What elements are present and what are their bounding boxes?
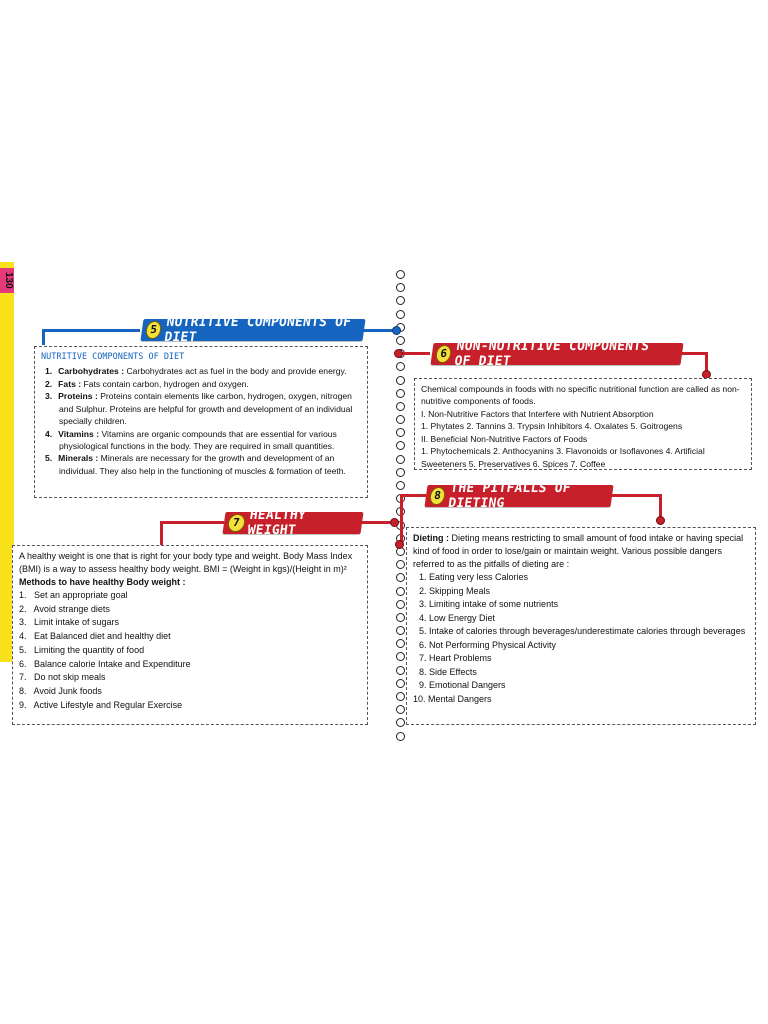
connector-line [42,329,140,332]
list-item: 5. Intake of calories through beverages/underestimate calories through beverages [419,626,746,637]
item-number: 4. [45,428,53,439]
list-item: 6. Balance calorie Intake and Expenditure [19,658,191,669]
spiral-ring [396,679,405,688]
list-item: 9. Emotional Dangers [419,680,506,691]
connector-dot [656,516,665,525]
item-term: Vitamins : [58,428,100,439]
list-item: 8. Side Effects [419,666,477,677]
item-term: Fats : [58,378,82,389]
item-text: Carbohydrates act as fuel in the body and provide energy. [124,366,347,377]
section8-number: 8 [429,487,447,505]
spiral-ring [396,573,405,582]
section8-box [406,527,756,725]
section7-title: HEALTHY WEIGHT [246,508,307,538]
item-term: Minerals : [58,453,99,464]
spiral-ring [396,376,405,385]
section7-number: 7 [227,514,246,532]
section8-term: Dieting : [413,533,449,543]
list-item: 10. Mental Dangers [413,693,492,704]
spiral-ring [396,362,405,371]
section6-title: NON-NUTRITIVE COMPONENTS OF DIET [453,339,651,369]
list-item: 7. Heart Problems [419,653,492,664]
section6-number: 6 [435,345,453,363]
list-item: 4. Low Energy Diet [419,612,496,623]
spiral-ring [396,283,405,292]
section6-line2: 1. Phytates 2. Tannins 3. Trypsin Inhibitors 4. Oxalates 5. Goitrogens [421,421,683,432]
section5-title: NUTRITIVE COMPONENTS OF DIET [163,315,353,345]
list-item: 9. Active Lifestyle and Regular Exercise [19,699,183,710]
pitfalls-list [413,571,749,706]
spiral-ring [396,639,405,648]
section6-line3: II. Beneficial Non-Nutritive Factors of Foods [421,433,588,444]
spiral-ring [396,481,405,490]
list-item: 7. Do not skip meals [19,672,106,683]
item-text: Fats contain carbon, hydrogen and oxygen. [81,378,249,389]
connector-dot [392,326,401,335]
section8-banner [424,481,613,511]
page-number: 130 [0,268,14,293]
spiral-ring [396,718,405,727]
spiral-ring [396,270,405,279]
connector-line [400,494,426,497]
list-item [41,365,361,377]
spiral-ring [396,428,405,437]
spiral-ring [396,705,405,714]
connector-line [400,352,430,355]
connector-dot [390,518,399,527]
item-number: 5. [45,453,53,464]
spiral-ring [396,666,405,675]
spiral-ring [396,468,405,477]
spiral-ring [396,652,405,661]
section6-line4: 1. Phytochemicals 2. Anthocyanins 3. Flavonoids or Isoflavones 4. Artificial Sweeteners 5. Preservatives 6. Spices 7. Coffee [421,446,705,469]
section7-banner [222,508,363,538]
connector-dot [395,540,404,549]
section7-methods-title: Methods to have healthy Body weight : [19,577,186,588]
list-item: 2. Avoid strange diets [19,603,110,614]
connector-line [42,331,45,345]
item-text: Minerals are necessary for the growth and development of an individual. They also help in the functioning of muscles & formation of teeth. [59,453,346,476]
section6-line1: I. Non-Nutritive Factors that Interfere with Nutrient Absorption [421,408,654,419]
spiral-ring [396,626,405,635]
list-item: 6. Not Performing Physical Activity [419,639,557,650]
list-item [41,390,361,427]
list-item: 8. Avoid Junk foods [19,685,102,696]
section7-intro: A healthy weight is one that is right for your body type and weight. Body Mass Index (BMI) is a way to assess healthy body weight. BMI = (Weight in kgs)/(Height in m)² [19,551,353,575]
section8-intro: Dieting means restricting to small amount of food intake or having special kind of food in order to lose/gain or maintain weight. Various possible dangers referred to as the pitfalls of dieting are : [413,533,744,570]
item-term: Carbohydrates : [58,366,125,377]
item-term: Proteins : [58,391,98,402]
spiral-ring [396,732,405,741]
spiral-ring [396,455,405,464]
section6-banner [430,339,683,369]
section5-box [34,346,368,498]
connector-line [400,496,403,544]
connector-dot [394,349,403,358]
item-number: 1. [45,366,53,377]
section5-banner [140,315,365,345]
section6-intro: Chemical compounds in foods with no specific nutritional function are called as non-nutritive components of foods. [421,384,740,407]
nutritive-list [41,365,361,477]
spiral-ring [396,402,405,411]
connector-line [160,521,224,524]
spiral-ring [396,296,405,305]
section6-box [414,378,752,470]
spiral-ring [396,336,405,345]
item-number: 3. [45,391,53,402]
list-item [41,378,361,390]
connector-line [659,494,662,518]
spiral-ring [396,587,405,596]
spiral-ring [396,613,405,622]
spiral-ring [396,389,405,398]
list-item: 1. Eating very less Calories [419,572,529,583]
list-item: 3. Limit intake of sugars [19,617,120,628]
connector-line [160,521,163,545]
list-item: 5. Limiting the quantity of food [19,644,145,655]
healthy-weight-list [19,589,361,712]
connector-line [705,352,708,372]
spiral-ring [396,310,405,319]
item-text: Proteins contain elements like carbon, hydrogen, oxygen, nitrogen and Sulphur. Proteins are helpful for growth and development of an individual specially children. [59,391,353,427]
spiral-ring [396,441,405,450]
spiral-ring [396,560,405,569]
item-text: Vitamins are organic compounds that are essential for various physiological functions in the body. They are required in small quantities. [59,428,337,452]
list-item [41,452,361,477]
item-number: 2. [45,378,53,389]
section5-subtitle: NUTRITIVE COMPONENTS OF DIET [41,352,185,362]
list-item: 2. Skipping Meals [419,585,491,596]
list-item: 3. Limiting intake of some nutrients [419,599,559,610]
section8-title: THE PITFALLS OF DIETING [447,481,572,511]
list-item: 1. Set an appropriate goal [19,590,128,601]
section7-box [12,545,368,725]
spiral-ring [396,600,405,609]
spiral-ring [396,692,405,701]
section5-number: 5 [145,321,163,339]
list-item [41,428,361,453]
spiral-ring [396,415,405,424]
list-item: 4. Eat Balanced diet and healthy diet [19,631,171,642]
